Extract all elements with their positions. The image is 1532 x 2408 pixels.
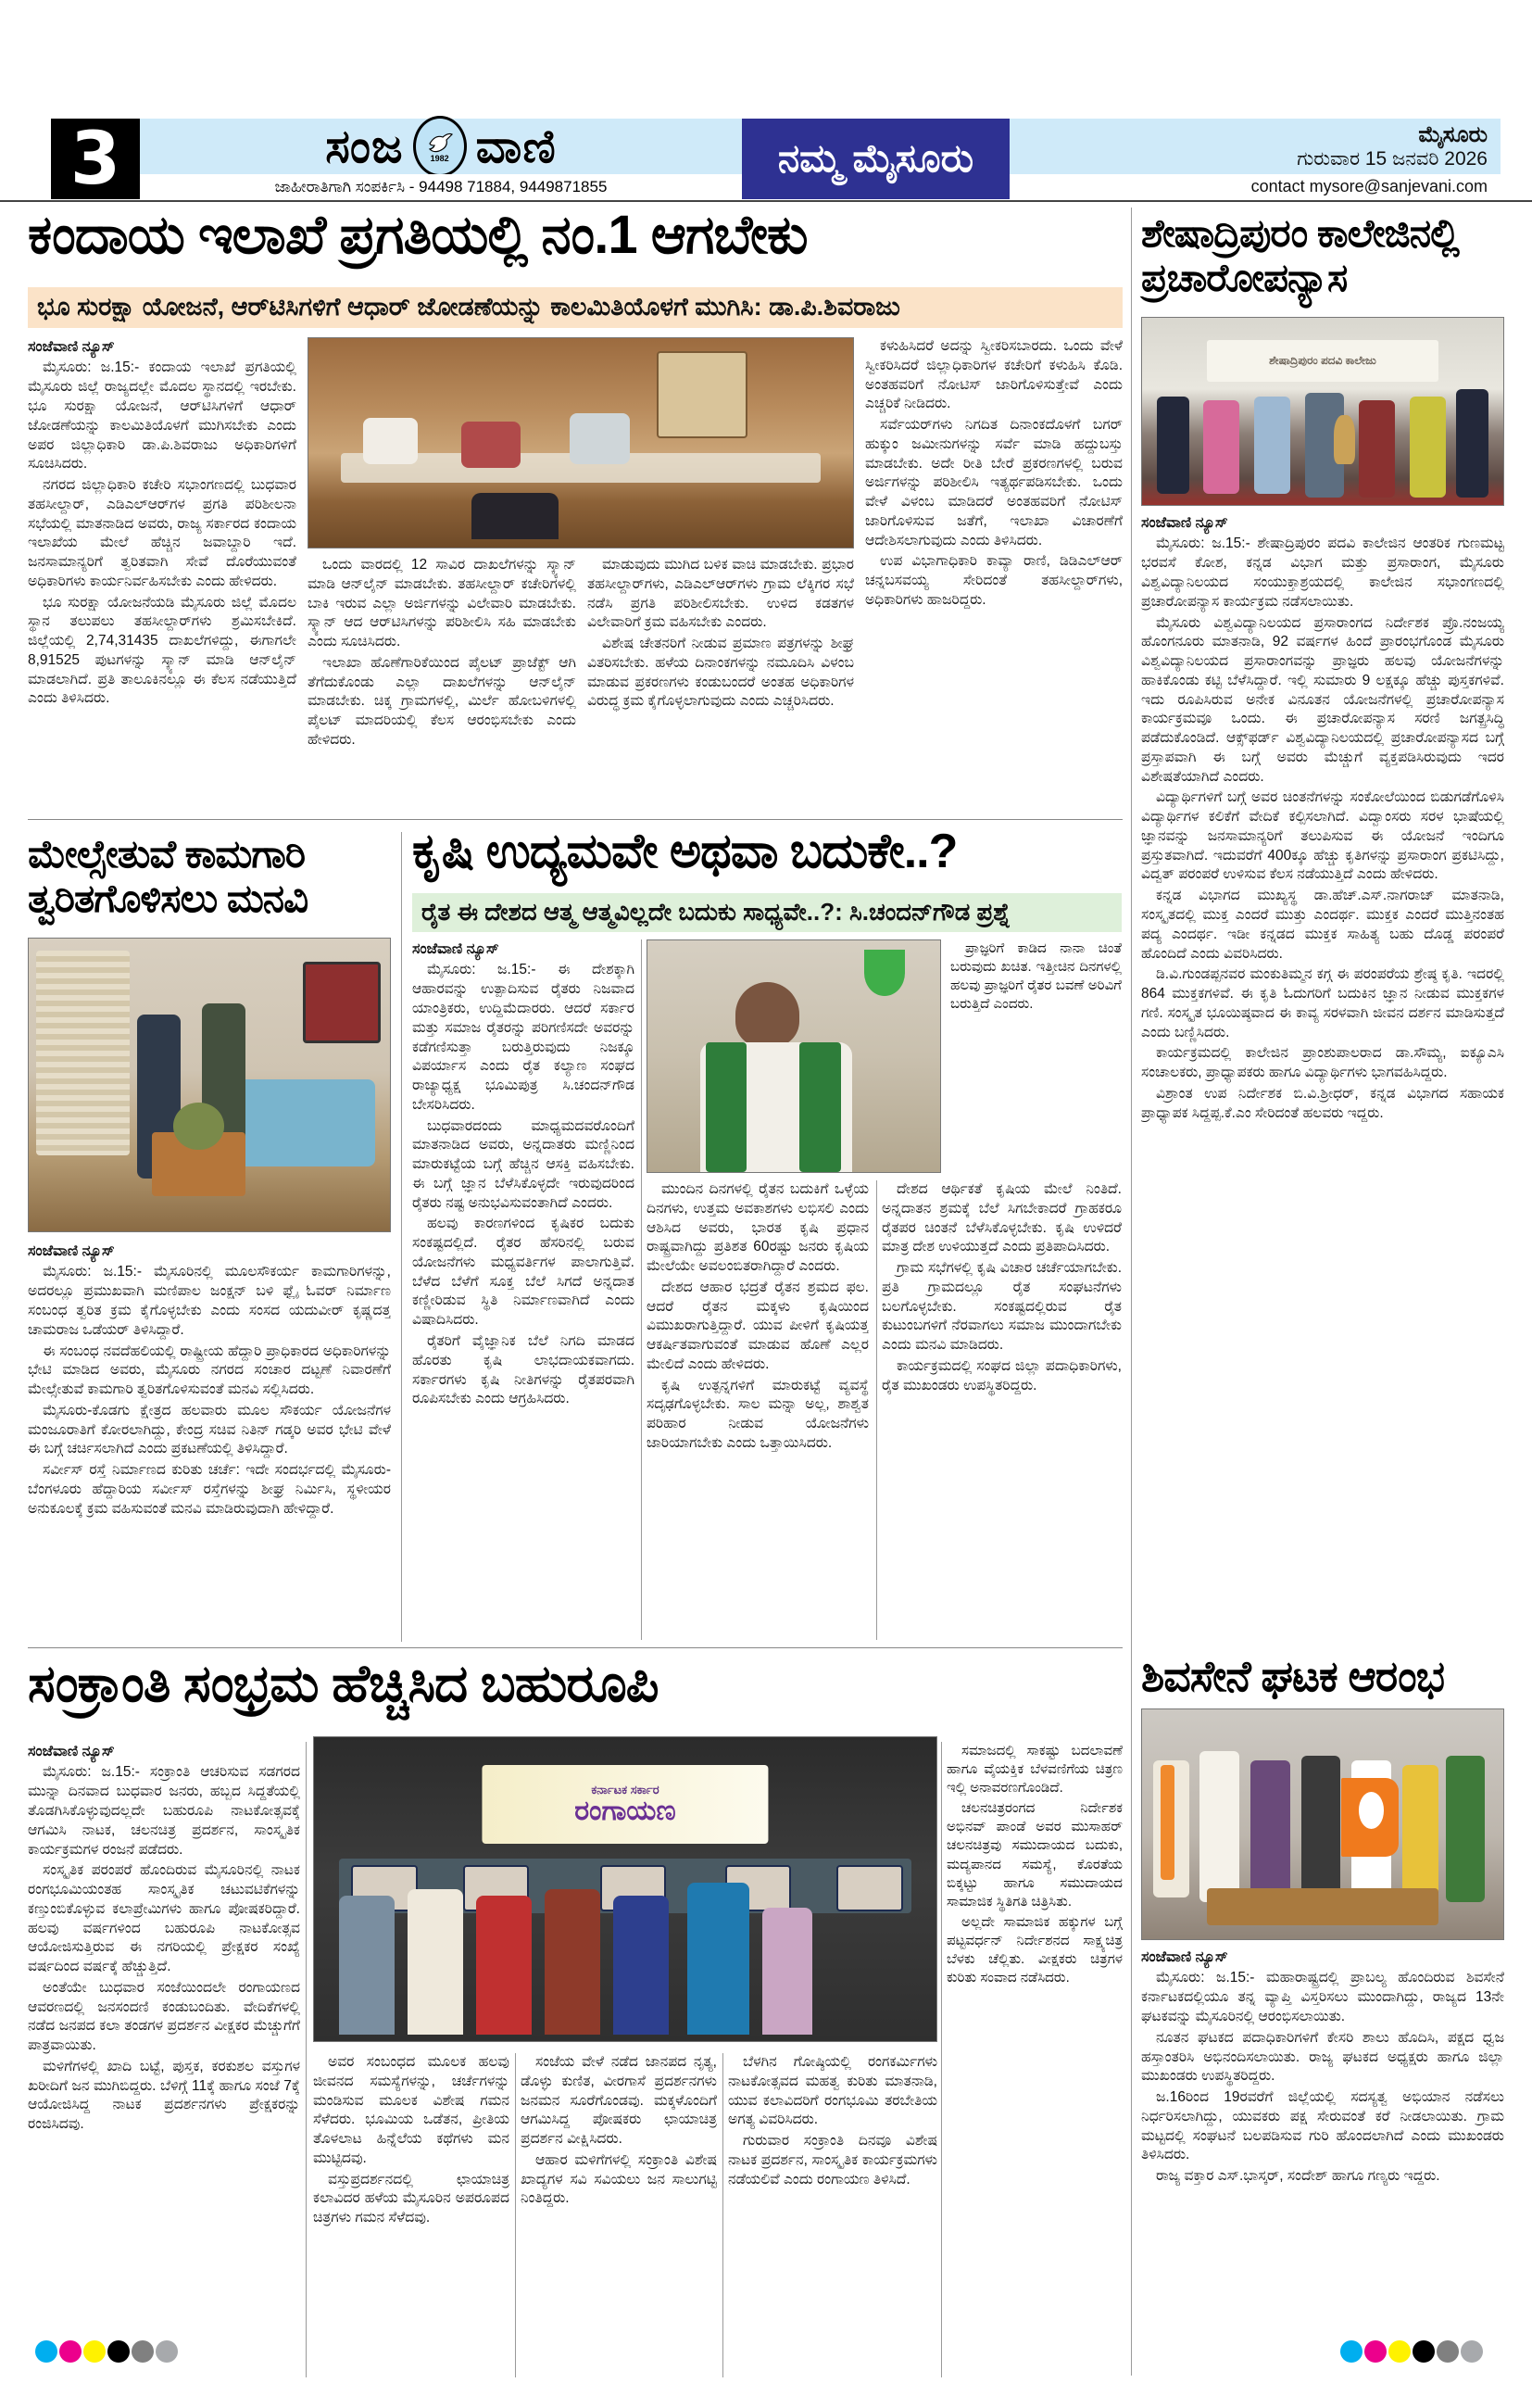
body-paragraph: ಬುಧವಾರದಂದು ಮಾಧ್ಯಮದವರೊಂದಿಗೆ ಮಾತನಾಡಿದ ಅವರು, ಅನ್ನದಾತರು ಮಣ್ಣಿನಿಂದ ಮಾರುಕಟ್ಟೆಯ ಬಗ್ಗೆ ಹೆಚ್ಚಿನ ಆಸಕ್ತಿ ವಹಿಸಬೇಕು. ಈ ಬಗ್ಗೆ ಜ್ಞಾನ ಬೆಳೆಸಿಕೊಳ್ಳದೇ ಇರುವುದರಿಂದ ರೈತರು ನಷ್ಟ ಅನುಭವಿಸುವಂತಾಗಿದೆ ಎಂದರು.	[412, 1117, 634, 1211]
mp-meeting-photo	[28, 938, 391, 1232]
photo-green-shawl	[799, 1042, 840, 1172]
body-paragraph: ರಾಜ್ಯ ವಕ್ತಾರ ಎಸ್.ಭಾಸ್ಕರ್, ಸಂದೇಶ್ ಹಾಗೂ ಗಣ್ಯರು ಇದ್ದರು.	[1156, 2168, 1440, 2185]
photo-flag-emblem	[1359, 1792, 1384, 1829]
photo-visitor	[687, 1883, 749, 2035]
body-paragraph: ಸರ್ವೆಯರ್‌ಗಳು ನಿಗದಿತ ದಿನಾಂಕದೊಳಗೆ ಬಗರ್ ಹುಕ್ಕುಂ ಜಮೀನುಗಳನ್ನು ಸರ್ವೆ ಮಾಡಿ ಹದ್ದುಬಸ್ತು ಮಾಡಬೇಕು. ಅದೇ ರೀತಿ ಬೇರೆ ಪ್ರಕರಣಗಳಲ್ಲಿ ಬರುವ ಅರ್ಜಿಗಳನ್ನು ಪರಿಶೀಲಿಸಿ ಇತ್ಯರ್ಥಪಡಿಸಬೇಕು. ಒಂದು ವೇಳೆ ವಿಳಂಬ ಮಾಡಿದರೆ ಅಂತಹವರಿಗೆ ನೋಟಿಸ್ ಜಾರಿಗೊಳಿಸುವ ಜತೆಗೆ, ಇಲಾಖಾ ವಿಚಾರಣೆಗೆ ಆದೇಶಿಸಲಾಗುವುದು ಎಂದು ತಿಳಿಸಿದರು.	[865, 417, 1123, 548]
body-paragraph: ವಿಶ್ರಾಂತ ಉಪ ನಿರ್ದೇಶಕ ಬಿ.ವಿ.ಶ್ರೀಧರ್, ಕನ್ನಡ ವಿಭಾಗದ ಸಹಾಯಕ ಪ್ರಾಧ್ಯಾಪಕ ಸಿದ್ದಪ್ಪ.ಕೆ.ಎಂ ಸೇರಿದಂತೆ ಹಲವರು ಇದ್ದರು.	[1141, 1085, 1504, 1121]
headline-line: ಪ್ರಚಾರೋಪನ್ಯಾಸ	[1141, 256, 1348, 300]
sankranti-colB2	[521, 2053, 717, 2377]
print-registration-dots-right	[1340, 2340, 1483, 2363]
photo-banner: ಶೇಷಾದ್ರಿಪುರಂ ಪದವಿ ಕಾಲೇಜು	[1207, 340, 1438, 381]
revenue-subhead: ಭೂ ಸುರಕ್ಷಾ ಯೋಜನೆ, ಆರ್‌ಟಿಸಿಗಳಿಗೆ ಆಧಾರ್ ಜೋಡಣೆಯನ್ನು ಕಾಲಮಿತಿಯೊಳಗೆ ಮುಗಿಸಿ: ಡಾ.ಪಿ.ಶಿವರಾಜು	[28, 287, 1123, 328]
photo-visitor	[545, 1889, 600, 2035]
body-paragraph: ಕನ್ನಡ ವಿಭಾಗದ ಮುಖ್ಯಸ್ಥ ಡಾ.ಹೆಚ್.ಎಸ್.ನಾಗರಾಜ್ ಮಾತನಾಡಿ, ಸಂಸ್ಕೃತದಲ್ಲಿ ಮುಕ್ತ ಎಂದರೆ ಮುತ್ತು ಎಂದರ್ಥ. ಮುಕ್ತಕ ಎಂದರೆ ಮುತ್ತಿನಂತಹ ಪದ್ಯ ಎಂದರ್ಥ. ಇಡೀ ಕನ್ನಡದ ಮುಕ್ತಕ ಸಾಹಿತ್ಯ ಬಹು ದೊಡ್ಡ ಪರಂಪರೆ ಹೊಂದಿದೆ ಎಂದು ವಿವರಿಸಿದರು.	[1141, 888, 1504, 962]
agriculture-colA	[412, 939, 634, 1640]
section-banner: ನಮ್ಮ ಮೈಸೂರು	[742, 119, 1010, 199]
body-paragraph: ಕಾರ್ಯಕ್ರಮದಲ್ಲಿ ಸಂಘದ ಜಿಲ್ಲಾ ಪದಾಧಿಕಾರಿಗಳು, ರೈತ ಮುಖಂಡರು ಉಪಸ್ಥಿತರಿದ್ದರು.	[882, 1357, 1122, 1393]
body-paragraph: ವಿದ್ಯಾರ್ಥಿಗಳಿಗೆ ಬಗ್ಗೆ ಅವರ ಚಿಂತನೆಗಳನ್ನು ಸಂಕೋಲೆಯಿಂದ ಬಿಡುಗಡೆಗೊಳಿಸಿ ವಿದ್ಯಾರ್ಥಿಗಳ ಕಲಿಕೆಗೆ ವೇದಿಕೆ ಕಲ್ಪಿಸಲಾಗಿದೆ. ವಿದ್ವಾಂಸರು ಸರಳ ಭಾಷೆಯಲ್ಲಿ ಜ್ಞಾನವನ್ನು ಜನಸಾಮಾನ್ಯರಿಗೆ ತಲುಪಿಸುವ ಈ ಯೋಜನೆ ಇಂದಿಗೂ ಪ್ರಸ್ತುತವಾಗಿದೆ. ಇದುವರೆಗೆ 400ಕ್ಕೂ ಹೆಚ್ಚು ಕೃತಿಗಳನ್ನು ಪ್ರಸಾರಾಂಗ ಪ್ರಕಟಿಸಿದ್ದು, ವಿದ್ವತ್ ಪರಂಪರೆ ಉಳಿಸುವ ಕೆಲಸ ನಡೆಯುತ್ತಿದೆ ಎಂದು ಹೇಳಿದರು.	[1141, 789, 1504, 883]
photo-face	[735, 982, 800, 1047]
column-divider	[722, 2053, 723, 2377]
body-paragraph: ಸಂಜೆಯ ವೇಳೆ ನಡೆದ ಜಾನಪದ ನೃತ್ಯ, ಡೊಳ್ಳು ಕುಣಿತ, ವೀರಗಾಸೆ ಪ್ರದರ್ಶನಗಳು ಜನಮನ ಸೂರೆಗೊಂಡವು. ಮಕ್ಕಳೊಂದಿಗೆ ಆಗಮಿಸಿದ್ದ ಪೋಷಕರು ಛಾಯಾಚಿತ್ರ ಪ್ರದರ್ಶನ ವೀಕ್ಷಿಸಿದರು.	[521, 2054, 717, 2148]
body-paragraph: ಸಮಾಜದಲ್ಲಿ ಸಾಕಷ್ಟು ಬದಲಾವಣೆ ಹಾಗೂ ವೈಯಕ್ತಿಕ ಬೆಳವಣಿಗೆಯ ಚಿತ್ರಣ ಇಲ್ಲಿ ಅನಾವರಣಗೊಂಡಿದೆ.	[947, 1743, 1123, 1797]
seshadripuram-body	[1141, 513, 1504, 1647]
body-paragraph: ಸರ್ವೀಸ್ ರಸ್ತೆ ನಿರ್ಮಾಣದ ಕುರಿತು ಚರ್ಚೆ: ಇದೇ ಸಂದರ್ಭದಲ್ಲಿ ಮೈಸೂರು-ಬೆಂಗಳೂರು ಹೆದ್ದಾರಿಯ ಸರ್ವೀಸ್ ರಸ್ತೆಗಳನ್ನು ಶೀಘ್ರ ನಿರ್ಮಿಸಿ, ಸ್ಥಳೀಯರ ಅನುಕೂಲಕ್ಕೆ ಕ್ರಮ ವಹಿಸುವಂತೆ ಮನವಿ ಮಾಡಿರುವುದಾಗಿ ಹೇಳಿದ್ದಾರೆ.	[28, 1462, 391, 1517]
photo-person-saree	[1402, 1765, 1438, 1903]
body-paragraph: ಅವರ ಸಂಬಂಧದ ಮೂಲಕ ಹಲವು ಜೀವನದ ಸಮಸ್ಯೆಗಳನ್ನು, ಚರ್ಚೆಗಳನ್ನು ಮಂಡಿಸುವ ಮೂಲಕ ವಿಶೇಷ ಗಮನ ಸೆಳೆದರು. ಭೂಮಿಯ ಒಡೆತನ, ಪ್ರೀತಿಯ ತೊಳಲಾಟ ಹಿನ್ನೆಲೆಯ ಕಥೆಗಳು ಮನ ಮುಟ್ಟಿದವು.	[313, 2054, 509, 2166]
headline-line: ಮೇಲ್ಸೇತುವೆ ಕಾಮಗಾರಿ	[28, 832, 306, 876]
body-paragraph: ಕಳುಹಿಸಿದರೆ ಅದನ್ನು ಸ್ವೀಕರಿಸಬಾರದು. ಒಂದು ವೇಳೆ ಸ್ವೀಕರಿಸಿದರೆ ಜಿಲ್ಲಾಧಿಕಾರಿಗಳ ಕಚೇರಿಗೆ ಕಳುಹಿಸಿ ಕೊಡಿ. ಅಂತಹವರಿಗೆ ನೋಟಿಸ್ ಜಾರಿಗೊಳಿಸುತ್ತೇವೆ ಎಂದು ಎಚ್ಚರಿಕೆ ನೀಡಿದರು.	[865, 338, 1123, 412]
body-paragraph: ಇಲಾಖಾ ಹೊಣೆಗಾರಿಕೆಯಿಂದ ಪೈಲಟ್ ಪ್ರಾಜೆಕ್ಟ್ ಆಗಿ ತೆಗೆದುಕೊಂಡು ಎಲ್ಲಾ ದಾಖಲೆಗಳನ್ನು ಆನ್‌ಲೈನ್ ಮಾಡಬೇಕು. ಚಿಕ್ಕ ಗ್ರಾಮಗಳಲ್ಲಿ, ಮಿರ್ಲೆ ಹೋಬಳಿಗಳಲ್ಲಿ ಪೈಲಟ್ ಮಾದರಿಯಲ್ಲಿ ಕೆಲಸ ಆರಂಭಿಸಬೇಕು ಎಂದು ಹೇಳಿದರು.	[308, 654, 576, 748]
review-meeting-photo	[308, 337, 854, 548]
body-paragraph: ಕಾರ್ಯಕ್ರಮದಲ್ಲಿ ಕಾಲೇಜಿನ ಪ್ರಾಂಶುಪಾಲರಾದ ಡಾ.ಸೌಮ್ಯ, ಐಕ್ಯೂಎಸಿ ಸಂಚಾಲಕರು, ಪ್ರಾಧ್ಯಾಪಕರು ಹಾಗೂ ವಿದ್ಯಾರ್ಥಿಗಳು ಭಾಗವಹಿಸಿದ್ದರು.	[1141, 1045, 1504, 1081]
body-paragraph: ನೂತನ ಘಟಕದ ಪದಾಧಿಕಾರಿಗಳಿಗೆ ಕೇಸರಿ ಶಾಲು ಹೊದಿಸಿ, ಪಕ್ಷದ ಧ್ವಜ ಹಸ್ತಾಂತರಿಸಿ ಅಭಿನಂದಿಸಲಾಯಿತು. ರಾಜ್ಯ ಘಟಕದ ಅಧ್ಯಕ್ಷರು ಹಾಗೂ ಜಿಲ್ಲಾ ಮುಖಂಡರು ಉಪಸ್ಥಿತರಿದ್ದರು.	[1141, 2029, 1504, 2085]
chandan-gowda-photo	[647, 939, 941, 1173]
bahuroopi-exhibition-photo	[313, 1736, 937, 2042]
yellow-dot	[1388, 2340, 1411, 2363]
magenta-dot	[1364, 2340, 1387, 2363]
photo-person	[461, 422, 521, 468]
dove-icon	[426, 131, 454, 155]
magenta-dot	[59, 2340, 82, 2363]
body-paragraph: ಮೈಸೂರು: ಜ.15:- ಮೈಸೂರಿನಲ್ಲಿ ಮೂಲಸೌಕರ್ಯ ಕಾಮಗಾರಿಗಳನ್ನು, ಅದರಲ್ಲೂ ಪ್ರಮುಖವಾಗಿ ಮಣಿಪಾಲ ಜಂಕ್ಷನ್ ಬಳಿ ಫ್ಲೈ ಓವರ್ ನಿರ್ಮಾಣ ಸಂಬಂಧ ತ್ವರಿತ ಕ್ರಮ ಕೈಗೊಳ್ಳಬೇಕು ಎಂದು ಸಂಸದ ಯದುವೀರ್ ಕೃಷ್ಣದತ್ತ ಚಾಮರಾಜ ಒಡೆಯರ್ ತಿಳಿಸಿದ್ದಾರೆ.	[28, 1264, 391, 1338]
seshadripuram-event-photo	[1141, 317, 1504, 506]
photo-flower-vase	[173, 1103, 224, 1150]
gray-dot	[1437, 2340, 1459, 2363]
revenue-col4	[865, 337, 1123, 813]
body-paragraph: ಮಾಡುವುದು ಮುಗಿದ ಬಳಿಕ ವಾಚಿ ಮಾಡಬೇಕು. ಪ್ರಭಾರ ತಹಸೀಲ್ದಾರ್‌ಗಳು, ಎಡಿಎಲ್‌ಆರ್‌ಗಳು ಗ್ರಾಮ ಲೆಕ್ಕಿಗರ ಸಭೆ ನಡೆಸಿ ಪ್ರಗತಿ ಪರಿಶೀಲಿಸಬೇಕು. ಉಳಿದ ಕಡತಗಳ ವಿಲೇವಾರಿಗೆ ಕ್ರಮ ವಹಿಸಬೇಕು ಎಂದರು.	[587, 557, 854, 631]
logo-year: 1982	[430, 153, 449, 163]
body-paragraph: ಆಹಾರ ಮಳಿಗೆಗಳಲ್ಲಿ ಸಂಕ್ರಾಂತಿ ವಿಶೇಷ ಖಾದ್ಯಗಳ ಸವಿ ಸವಿಯಲು ಜನ ಸಾಲುಗಟ್ಟಿ ನಿಂತಿದ್ದರು.	[521, 2151, 717, 2207]
photo-green-shawl	[706, 1042, 747, 1172]
photo-window-blind	[36, 951, 130, 1155]
byline: ಸಂಜೆವಾಣಿ ನ್ಯೂಸ್	[412, 941, 499, 957]
body-paragraph: ಬೆಳಗಿನ ಗೋಷ್ಠಿಯಲ್ಲಿ ರಂಗಕರ್ಮಿಗಳು ನಾಟಕೋತ್ಸವದ ಮಹತ್ವ ಕುರಿತು ಮಾತನಾಡಿ, ಯುವ ಕಲಾವಿದರಿಗೆ ರಂಗಭೂಮಿ ತರಬೇತಿಯ ಅಗತ್ಯ ವಿವರಿಸಿದರು.	[728, 2054, 937, 2128]
photo-table	[1207, 1888, 1438, 1925]
revenue-col1	[28, 337, 296, 813]
photo-person	[1254, 397, 1290, 494]
photo-saffron-scarf	[1161, 1765, 1175, 1880]
photo-visitor	[476, 1896, 532, 2036]
sankranti-colB1	[313, 2053, 509, 2377]
photo-person-foreground	[471, 493, 559, 539]
byline: ಸಂಜೆವಾಣಿ ನ್ಯೂಸ್	[28, 1243, 115, 1259]
body-paragraph: ಸಂಸ್ಕೃತಿಕ ಪರಂಪರೆ ಹೊಂದಿರುವ ಮೈಸೂರಿನಲ್ಲಿ ನಾಟಕ ರಂಗಭೂಮಿಯಂತಹ ಸಾಂಸ್ಕೃತಿಕ ಚಟುವಟಿಕೆಗಳನ್ನು ಕಣ್ತುಂಬಿಕೊಳ್ಳುವ ಕಲಾಪ್ರೇಮಿಗಳು ಹಾಗೂ ಪೋಷಕರಿದ್ದಾರೆ. ಹಲವು ವರ್ಷಗಳಿಂದ ಬಹುರೂಪಿ ನಾಟಕೋತ್ಸವ ಆಯೋಜಿಸುತ್ತಿರುವ ಈ ನಗರಿಯಲ್ಲಿ ಪ್ರೇಕ್ಷಕರ ಸಂಖ್ಯೆ ವರ್ಷದಿಂದ ವರ್ಷಕ್ಕೆ ಹೆಚ್ಚುತ್ತಿದೆ.	[28, 1862, 300, 1975]
yellow-dot	[83, 2340, 106, 2363]
body-paragraph: ವಿಶೇಷ ಚೇತನರಿಗೆ ನೀಡುವ ಪ್ರಮಾಣ ಪತ್ರಗಳನ್ನು ಶೀಘ್ರ ವಿತರಿಸಬೇಕು. ಹಳೆಯ ದಿನಾಂಕಗಳನ್ನು ನಮೂದಿಸಿ ವಿಳಂಬ ಮಾಡುವ ಪ್ರಕರಣಗಳು ಕಂಡುಬಂದರೆ ಅಂತಹ ಅಧಿಕಾರಿಗಳ ವಿರುದ್ಧ ಕ್ರಮ ಕೈಗೊಳ್ಳಲಾಗುವುದು ಎಂದು ಎಚ್ಚರಿಸಿದರು.	[587, 636, 854, 710]
body-paragraph: ಈ ಸಂಬಂಧ ನವದೆಹಲಿಯಲ್ಲಿ ರಾಷ್ಟ್ರೀಯ ಹೆದ್ದಾರಿ ಪ್ರಾಧಿಕಾರದ ಅಧಿಕಾರಿಗಳನ್ನು ಭೇಟಿ ಮಾಡಿದ ಅವರು, ಮೈಸೂರು ನಗರದ ಸಂಚಾರ ದಟ್ಟಣೆ ನಿವಾರಣೆಗೆ ಮೇಲ್ಸೇತುವೆ ಕಾಮಗಾರಿ ತ್ವರಿತಗೊಳಿಸುವಂತೆ ಮನವಿ ಸಲ್ಲಿಸಿದರು.	[28, 1343, 391, 1398]
photo-visitor	[613, 1896, 669, 2036]
photo-window	[657, 351, 747, 438]
column-divider	[641, 939, 642, 1640]
column-divider	[306, 1742, 307, 2377]
rangayana-signboard	[482, 1765, 768, 1844]
photo-visitor	[339, 1896, 395, 2036]
body-paragraph: ಪ್ರಾಜ್ಞರಿಗೆ ಕಾಡಿದ ನಾನಾ ಚಿಂತೆ ಬರುವುದು ಖಚಿತ. ಇತ್ತೀಚಿನ ದಿನಗಳಲ್ಲಿ ಹಲವು ಪ್ರಾಜ್ಞರಿಗೆ ರೈತರ ಬವಣೆ ಅರಿವಿಗೆ ಬರುತ್ತಿದೆ ಎಂದರು.	[950, 940, 1122, 1013]
body-paragraph: ಚಲನಚಿತ್ರರಂಗದ ನಿರ್ದೇಶಕ ಅಭಿನವ್ ಪಾಂಡೆ ಅವರ ಮುಸಾಹರ್ ಚಲನಚಿತ್ರವು ಸಮುದಾಯದ ಬದುಕು, ಮದ್ಯಪಾನದ ಸಮಸ್ಯೆ, ಕೊರತೆಯ ಬಿಕ್ಕಟ್ಟು ಹಾಗೂ ಸಮುದಾಯದ ಸಾಮಾಜಿಕ ಸ್ಥಿತಿಗತಿ ಚಿತ್ರಿಸಿತು.	[947, 1800, 1123, 1910]
sign-govt-line: ಕರ್ನಾಟಕ ಸರ್ಕಾರ	[591, 1783, 659, 1797]
edition-date: ಗುರುವಾರ 15 ಜನವರಿ 2026	[1297, 148, 1488, 170]
shivasena-headline: ಶಿವಸೇನೆ ಘಟಕ ಆರಂಭ	[1141, 1652, 1445, 1700]
photo-person	[1359, 400, 1395, 498]
body-paragraph: ದೇಶದ ಆಹಾರ ಭದ್ರತೆ ರೈತನ ಶ್ರಮದ ಫಲ. ಆದರೆ ರೈತನ ಮಕ್ಕಳು ಕೃಷಿಯಿಂದ ವಿಮುಖರಾಗುತ್ತಿದ್ದಾರೆ. ಯುವ ಪೀಳಿಗೆ ಕೃಷಿಯತ್ತ ಆಕರ್ಷಿತವಾಗುವಂತೆ ಮಾಡುವ ಹೊಣೆ ಎಲ್ಲರ ಮೇಲಿದೆ ಎಂದು ಹೇಳಿದರು.	[647, 1279, 869, 1372]
body-paragraph: ಅಂತೆಯೇ ಬುಧವಾರ ಸಂಜೆಯಿಂದಲೇ ರಂಗಾಯಣದ ಆವರಣದಲ್ಲಿ ಜನಸಂದಣಿ ಕಂಡುಬಂದಿತು. ವೇದಿಕೆಗಳಲ್ಲಿ ನಡೆದ ಜನಪದ ಕಲಾ ತಂಡಗಳ ಪ್ರದರ್ಶನ ವೀಕ್ಷಕರ ಮೆಚ್ಚುಗೆಗೆ ಪಾತ್ರವಾಯಿತು.	[28, 1979, 300, 2054]
body-paragraph: ರೈತರಿಗೆ ವೈಜ್ಞಾನಿಕ ಬೆಲೆ ನಿಗದಿ ಮಾಡದ ಹೊರತು ಕೃಷಿ ಲಾಭದಾಯಕವಾಗದು. ಸರ್ಕಾರಗಳು ಕೃಷಿ ನೀತಿಗಳನ್ನು ರೈತಪರವಾಗಿ ರೂಪಿಸಬೇಕು ಎಂದು ಆಗ್ರಹಿಸಿದರು.	[412, 1332, 634, 1407]
body-paragraph: ಗುರುವಾರ ಸಂಕ್ರಾಂತಿ ದಿನವೂ ವಿಶೇಷ ನಾಟಕ ಪ್ರದರ್ಶನ, ಸಾಂಸ್ಕೃತಿಕ ಕಾರ್ಯಕ್ರಮಗಳು ನಡೆಯಲಿವೆ ಎಂದು ರಂಗಾಯಣ ತಿಳಿಸಿದೆ.	[728, 2133, 937, 2187]
body-paragraph: ಜ.16ರಿಂದ 19ರವರೆಗೆ ಜಿಲ್ಲೆಯಲ್ಲಿ ಸದಸ್ಯತ್ವ ಅಭಿಯಾನ ನಡೆಸಲು ನಿರ್ಧರಿಸಲಾಗಿದ್ದು, ಯುವಕರು ಪಕ್ಷ ಸೇರುವಂತೆ ಕರೆ ನೀಡಲಾಯಿತು. ಗ್ರಾಮ ಮಟ್ಟದಲ್ಲಿ ಸಂಘಟನೆ ಬಲಪಡಿಸುವ ಗುರಿ ಹೊಂದಲಾಗಿದೆ ಎಂದು ಮುಖಂಡರು ತಿಳಿಸಿದರು.	[1141, 2089, 1504, 2163]
lightgray-dot	[1461, 2340, 1483, 2363]
body-paragraph: ಡಿ.ವಿ.ಗುಂಡಪ್ಪನವರ ಮಂಕುತಿಮ್ಮನ ಕಗ್ಗ ಈ ಪರಂಪರೆಯ ಶ್ರೇಷ್ಠ ಕೃತಿ. ಇದರಲ್ಲಿ 864 ಮುಕ್ತಕಗಳಿವೆ. ಈ ಕೃತಿ ಓದುಗರಿಗೆ ಬದುಕಿನ ಜ್ಞಾನ ನೀಡುವ ಮುಕ್ತಕಗಳ ಗಣಿ. ಸಂಸ್ಕೃತ ಭೂಯಿಷ್ಠವಾದ ಈ ಕಾವ್ಯ ಸರಳವಾಗಿ ಜೀವನ ದರ್ಶನ ಮಾಡಿಸುತ್ತದೆ ಎಂದು ಬಣ್ಣಿಸಿದರು.	[1141, 966, 1504, 1040]
column-divider	[941, 1742, 942, 2377]
agriculture-colC-top	[950, 939, 1122, 1173]
revenue-headline: ಕಂದಾಯ ಇಲಾಖೆ ಪ್ರಗತಿಯಲ್ಲಿ ನಂ.1 ಆಗಬೇಕು	[28, 205, 808, 265]
photo-visitor	[762, 1908, 812, 2036]
photo-person	[1203, 400, 1239, 494]
sign-rangayana: ರಂಗಾಯಣ	[574, 1796, 676, 1827]
byline: ಸಂಜೆವಾಣಿ ನ್ಯೂಸ್	[28, 1744, 115, 1759]
column-divider	[515, 2053, 516, 2377]
body-paragraph: ಮೈಸೂರು: ಜ.15:- ಕಂದಾಯ ಇಲಾಖೆ ಪ್ರಗತಿಯಲ್ಲಿ ಮೈಸೂರು ಜಿಲ್ಲೆ ರಾಜ್ಯದಲ್ಲೇ ಮೊದಲ ಸ್ಥಾನದಲ್ಲಿ ಇರಬೇಕು. ಭೂ ಸುರಕ್ಷಾ ಯೋಜನೆ, ಆರ್‌ಟಿಸಿಗಳಿಗೆ ಆಧಾರ್ ಜೋಡಣೆಯನ್ನು ಕಾಲಮಿತಿಯೊಳಗೆ ಮುಗಿಸಬೇಕು ಎಂದು ಅಪರ ಜಿಲ್ಲಾಧಿಕಾರಿ ಡಾ.ಪಿ.ಶಿವರಾಜು ಅಧಿಕಾರಿಗಳಿಗೆ ಸೂಚಿಸಿದರು.	[28, 359, 296, 473]
edition-city: ಮೈಸೂರು	[1418, 122, 1488, 147]
contact-email: contact mysore@sanjevani.com	[1010, 174, 1501, 199]
byline: ಸಂಜೆವಾಣಿ ನ್ಯೂಸ್	[1141, 1949, 1228, 1965]
body-paragraph: ಮೈಸೂರು ವಿಶ್ವವಿದ್ಯಾನಿಲಯದ ಪ್ರಸಾರಾಂಗದ ನಿರ್ದೇಶಕ ಪ್ರೊ.ನಂಜಯ್ಯ ಹೊಂಗನೂರು ಮಾತನಾಡಿ, 92 ವರ್ಷಗಳ ಹಿಂದೆ ಪ್ರಾರಂಭಗೊಂಡ ಮೈಸೂರು ವಿಶ್ವವಿದ್ಯಾನಿಲಯದ ಪ್ರಸಾರಾಂಗವನ್ನು ಪ್ರಾಜ್ಞರು ಹಲವು ಯೋಜನೆಗಳನ್ನು ಹಾಕಿಕೊಂಡು ಕಟ್ಟಿ ಬೆಳೆಸಿದ್ದಾರೆ. ಇಲ್ಲಿ ಸುಮಾರು 9 ಲಕ್ಷಕ್ಕೂ ಹೆಚ್ಚು ಪುಸ್ತಕಗಳಿವೆ. ಇದು ರೂಪಿಸಿರುವ ಅನೇಕ ವಿನೂತನ ಯೋಜನೆಗಳಲ್ಲಿ ಪ್ರಚಾರೋಪನ್ಯಾಸ ಕಾರ್ಯಕ್ರಮವೂ ಒಂದು. ಈ ಪ್ರಚಾರೋಪನ್ಯಾಸ ಸರಣಿ ಜಗತ್ಪ್ರಸಿದ್ಧಿ ಪಡೆದುಕೊಂಡಿದೆ. ಆಕ್ಸ್‌ಫರ್ಡ್ ವಿಶ್ವವಿದ್ಯಾನಿಲಯದಲ್ಲಿ ಪ್ರಚಾರೋಪನ್ಯಾಸದ ಬಗ್ಗೆ ಪ್ರಸ್ತಾಪವಾಗಿ ಈ ಬಗ್ಗೆ ಅವರು ಮೆಚ್ಚುಗೆ ವ್ಯಕ್ತಪಡಿಸಿರುವುದು ಇದರ ವಿಶೇಷತೆಯಾಗಿದೆ ಎಂದರು.	[1141, 614, 1504, 785]
column-divider	[876, 1180, 877, 1640]
body-paragraph: ಮೈಸೂರು: ಜ.15:- ಶೇಷಾದ್ರಿಪುರಂ ಪದವಿ ಕಾಲೇಜಿನ ಆಂತರಿಕ ಗುಣಮಟ್ಟ ಭರವಸೆ ಕೋಶ, ಕನ್ನಡ ವಿಭಾಗ ಮತ್ತು ಪ್ರಸಾರಾಂಗ, ಮೈಸೂರು ವಿಶ್ವವಿದ್ಯಾನಿಲಯದ ಸಂಯುಕ್ತಾಶ್ರಯದಲ್ಲಿ ಕಾಲೇಜಿನ ಸಭಾಂಗಣದಲ್ಲಿ ಪ್ರಚಾರೋಪನ್ಯಾಸ ಕಾರ್ಯಕ್ರಮ ನಡೆಸಲಾಯಿತು.	[1141, 536, 1504, 610]
photo-person	[570, 413, 630, 463]
body-paragraph: ಉಪ ವಿಭಾಗಾಧಿಕಾರಿ ಕಾವ್ಯಾ ರಾಣಿ, ಡಿಡಿಎಲ್‌ಆರ್ ಚನ್ನಬಸವಯ್ಯ ಸೇರಿದಂತೆ ತಹಸೀಲ್ದಾರ್‌ಗಳು, ಅಧಿಕಾರಿಗಳು ಹಾಜರಿದ್ದರು.	[865, 553, 1123, 608]
photo-sofa	[238, 1079, 375, 1167]
photo-person	[1301, 1756, 1341, 1903]
column-divider	[401, 832, 402, 1642]
byline: ಸಂಜೆವಾಣಿ ನ್ಯೂಸ್	[1141, 515, 1228, 531]
photo-framed-picture	[836, 1865, 902, 1911]
body-paragraph: ಮಳಿಗೆಗಳಲ್ಲಿ ಖಾದಿ ಬಟ್ಟೆ, ಪುಸ್ತಕ, ಕರಕುಶಲ ವಸ್ತುಗಳ ಖರೀದಿಗೆ ಜನ ಮುಗಿಬಿದ್ದರು. ಬೆಳಿಗ್ಗೆ 11ಕ್ಕೆ ಹಾಗೂ ಸಂಜೆ 7ಕ್ಕೆ ಆಯೋಜಿಸಿದ್ದ ನಾಟಕ ಪ್ರದರ್ಶನಗಳು ಪ್ರೇಕ್ಷಕರನ್ನು ರಂಜಿಸಿದವು.	[28, 2058, 300, 2133]
photo-person	[1250, 1760, 1290, 1903]
section-rule	[28, 1647, 1123, 1648]
body-paragraph: ಗ್ರಾಮ ಸಭೆಗಳಲ್ಲಿ ಕೃಷಿ ವಿಚಾರ ಚರ್ಚೆಯಾಗಬೇಕು. ಪ್ರತಿ ಗ್ರಾಮದಲ್ಲೂ ರೈತ ಸಂಘಟನೆಗಳು ಬಲಗೊಳ್ಳಬೇಕು. ಸಂಕಷ್ಟದಲ್ಲಿರುವ ರೈತ ಕುಟುಂಬಗಳಿಗೆ ನೆರವಾಗಲು ಸಮಾಜ ಮುಂದಾಗಬೇಕು ಎಂದು ಮನವಿ ಮಾಡಿದರು.	[882, 1260, 1122, 1354]
section-rule	[28, 819, 1123, 820]
print-registration-dots-left	[35, 2340, 178, 2363]
sankranti-right-col	[947, 1742, 1123, 2377]
photo-person	[1410, 397, 1446, 498]
shivasena-photo	[1141, 1708, 1504, 1940]
byline: ಸಂಜೆವಾಣಿ ನ್ಯೂಸ್	[28, 339, 115, 355]
body-paragraph: ಒಂದು ವಾರದಲ್ಲಿ 12 ಸಾವಿರ ದಾಖಲೆಗಳನ್ನು ಸ್ಕ್ಯಾನ್ ಮಾಡಿ ಆನ್‌ಲೈನ್ ಮಾಡಬೇಕು. ತಹಸೀಲ್ದಾರ್ ಕಚೇರಿಗಳಲ್ಲಿ ಬಾಕಿ ಇರುವ ಎಲ್ಲಾ ಅರ್ಜಿಗಳನ್ನು ವಿಲೇವಾರಿ ಮಾಡಬೇಕು. ಸ್ಕ್ಯಾನ್ ಆದ ಆರ್‌ಟಿಸಿಗಳನ್ನು ಪರಿಶೀಲಿಸಿ ಸಹಿ ಮಾಡಬೇಕು ಎಂದು ಸೂಚಿಸಿದರು.	[308, 557, 576, 650]
rail-divider	[1131, 208, 1132, 2376]
photo-bust	[1334, 415, 1355, 464]
dove-logo-icon	[413, 116, 467, 177]
photo-person	[1456, 389, 1488, 498]
flyover-headline	[28, 832, 391, 922]
body-paragraph: ಹಲವು ಕಾರಣಗಳಿಂದ ಕೃಷಿಕರ ಬದುಕು ಸಂಕಷ್ಟದಲ್ಲಿದೆ. ರೈತರ ಹೆಸರಿನಲ್ಲಿ ಬರುವ ಯೋಜನೆಗಳು ಮಧ್ಯವರ್ತಿಗಳ ಪಾಲಾಗುತ್ತಿವೆ. ಬೆಳೆದ ಬೆಳೆಗೆ ಸೂಕ್ತ ಬೆಲೆ ಸಿಗದೆ ಅನ್ನದಾತ ಕಣ್ಣೀರಿಡುವ ಸ್ಥಿತಿ ನಿರ್ಮಾಣವಾಗಿದೆ ಎಂದು ವಿಷಾದಿಸಿದರು.	[412, 1216, 634, 1329]
body-paragraph: ಮೈಸೂರು: ಜ.15:- ಈ ದೇಶಕ್ಕಾಗಿ ಆಹಾರವನ್ನು ಉತ್ಪಾದಿಸುವ ರೈತರು ನಿಜವಾದ ಯಾಂತ್ರಿಕರು, ಉದ್ದಿಮೆದಾರರು. ಆದರೆ ಸರ್ಕಾರ ಮತ್ತು ಸಮಾಜ ರೈತರನ್ನು ಪರಿಗಣಿಸದೇ ಅವರನ್ನು ಕಡೆಗಣಿಸುತ್ತಾ ಬರುತ್ತಿರುವುದು ನಿಜಕ್ಕೂ ವಿಪರ್ಯಾಸ ಎಂದು ರೈತ ಕಲ್ಯಾಣ ಸಂಘದ ರಾಜ್ಯಾಧ್ಯಕ್ಷ ಭೂಮಿಪುತ್ರ ಸಿ.ಚಂದನ್‌ಗೌಡ ಬೇಸರಿಸಿದರು.	[412, 962, 634, 1113]
masthead-title-right: ವಾಣಿ	[475, 120, 557, 172]
photo-person	[1446, 1756, 1486, 1903]
gray-dot	[132, 2340, 154, 2363]
revenue-col3	[587, 556, 854, 813]
black-dot	[1413, 2340, 1435, 2363]
edition-date-block	[1010, 119, 1501, 174]
agriculture-subhead: ರೈತ ಈ ದೇಶದ ಆತ್ಮ ಆತ್ಮವಿಲ್ಲದೇ ಬದುಕು ಸಾಧ್ಯವೇ..?: ಸಿ.ಚಂದನ್‌ಗೌಡ ಪ್ರಶ್ನೆ	[412, 893, 1122, 932]
flyover-body	[28, 1242, 391, 1640]
photo-person	[363, 418, 418, 464]
photo-person	[1157, 397, 1189, 494]
body-paragraph: ಕೃಷಿ ಉತ್ಪನ್ನಗಳಿಗೆ ಮಾರುಕಟ್ಟೆ ವ್ಯವಸ್ಥೆ ಸದೃಢಗೊಳ್ಳಬೇಕು. ಸಾಲ ಮನ್ನಾ ಅಲ್ಲ, ಶಾಶ್ವತ ಪರಿಹಾರ ನೀಡುವ ಯೋಜನೆಗಳು ಜಾರಿಯಾಗಬೇಕು ಎಂದು ಒತ್ತಾಯಿಸಿದರು.	[647, 1377, 869, 1451]
cyan-dot	[1340, 2340, 1362, 2363]
advert-contact-line: ಜಾಹೀರಾತಿಗಾಗಿ ಸಂಪರ್ಕಿಸಿ - 94498 71884, 9449871855	[140, 174, 742, 199]
body-paragraph: ಮೈಸೂರು-ಕೊಡಗು ಕ್ಷೇತ್ರದ ಹಲವಾರು ಮೂಲ ಸೌಕರ್ಯ ಯೋಜನೆಗಳ ಮಂಜೂರಾತಿಗೆ ಕೋರಲಾಗಿದ್ದು, ಕೇಂದ್ರ ಸಚಿವ ನಿತಿನ್ ಗಡ್ಕರಿ ಅವರ ಭೇಟಿ ವೇಳೆ ಈ ಬಗ್ಗೆ ಚರ್ಚಿಸಲಾಗಿದೆ ಎಂದು ಪ್ರಕಟಣೆಯಲ್ಲಿ ತಿಳಿಸಿದ್ದಾರೆ.	[28, 1402, 391, 1457]
black-dot	[107, 2340, 130, 2363]
photo-wall-art	[303, 962, 381, 1043]
agriculture-colB	[647, 1180, 869, 1640]
agriculture-headline: ಕೃಷಿ ಉದ್ಯಮವೇ ಅಥವಾ ಬದುಕೇ..?	[412, 825, 958, 878]
body-paragraph: ಭೂ ಸುರಕ್ಷಾ ಯೋಜನೆಯಡಿ ಮೈಸೂರು ಜಿಲ್ಲೆ ಮೊದಲ ಸ್ಥಾನ ತಲುಪಲು ತಹಸೀಲ್ದಾರ್‌ಗಳು ಶ್ರಮಿಸಬೇಕಿದೆ. ಜಿಲ್ಲೆಯಲ್ಲಿ 2,74,31435 ದಾಖಲೆಗಳಿದ್ದು, ಈಗಾಗಲೇ 8,91525 ಪುಟಗಳನ್ನು ಸ್ಕ್ಯಾನ್ ಮಾಡಿ ಆನ್‌ಲೈನ್ ಮಾಡಲಾಗಿದೆ. ಪ್ರತಿ ತಾಲೂಕಿನಲ್ಲೂ ಈ ಕೆಲಸ ನಡೆಯುತ್ತಿದೆ ಎಂದು ತಿಳಿಸಿದರು.	[28, 594, 296, 707]
headline-line: ಶೇಷಾದ್ರಿಪುರಂ ಕಾಲೇಜಿನಲ್ಲಿ	[1141, 211, 1459, 255]
revenue-col2	[308, 556, 576, 813]
body-paragraph: ವಸ್ತುಪ್ರದರ್ಶನದಲ್ಲಿ ಛಾಯಾಚಿತ್ರ ಕಲಾವಿದರ ಹಳೆಯ ಮೈಸೂರಿನ ಅಪರೂಪದ ಚಿತ್ರಗಳು ಗಮನ ಸೆಳೆದವು.	[313, 2171, 509, 2226]
header-divider	[0, 200, 1532, 202]
agriculture-colC	[882, 1180, 1122, 1640]
masthead-title-left: ಸಂಜ	[325, 120, 404, 172]
body-paragraph: ದೇಶದ ಆರ್ಥಿಕತೆ ಕೃಷಿಯ ಮೇಲೆ ನಿಂತಿದೆ. ಅನ್ನದಾತನ ಶ್ರಮಕ್ಕೆ ಬೆಲೆ ಸಿಗಬೇಕಾದರೆ ಗ್ರಾಹಕರೂ ರೈತಪರ ಚಿಂತನೆ ಬೆಳೆಸಿಕೊಳ್ಳಬೇಕು. ಕೃಷಿ ಉಳಿದರೆ ಮಾತ್ರ ದೇಶ ಉಳಿಯುತ್ತದೆ ಎಂದು ಪ್ರತಿಪಾದಿಸಿದರು.	[882, 1181, 1122, 1255]
shivasena-body	[1141, 1948, 1504, 2376]
body-paragraph: ಮೈಸೂರು: ಜ.15:- ಸಂಕ್ರಾಂತಿ ಆಚರಿಸುವ ಸಡಗರದ ಮುನ್ನಾ ದಿನವಾದ ಬುಧವಾರ ಜನರು, ಹಬ್ಬದ ಸಿದ್ದತೆಯಲ್ಲಿ ತೊಡಗಿಸಿಕೊಳ್ಳುವುದಲ್ಲದೇ ಬಹುರೂಪಿ ನಾಟಕೋತ್ಸವಕ್ಕೆ ಆಗಮಿಸಿ ನಾಟಕ, ಚಲನಚಿತ್ರ ಪ್ರದರ್ಶನ, ಸಾಂಸ್ಕೃತಿಕ ಕಾರ್ಯಕ್ರಮಗಳ ರಂಜನೆ ಪಡೆದರು.	[28, 1764, 300, 1858]
body-paragraph: ಅಲ್ಲದೇ ಸಾಮಾಜಿಕ ಹಕ್ಕುಗಳ ಬಗ್ಗೆ ಪಟ್ಟವರ್ಧನ್ ನಿರ್ದೇಶನದ ಸಾಕ್ಷ್ಯಚಿತ್ರ ಬೆಳಕು ಚೆಲ್ಲಿತು. ವೀಕ್ಷಕರು ಚಿತ್ರಗಳ ಕುರಿತು ಸಂವಾದ ನಡೆಸಿದರು.	[947, 1913, 1123, 1986]
sankranti-colB3	[728, 2053, 937, 2377]
body-paragraph: ಮುಂದಿನ ದಿನಗಳಲ್ಲಿ ರೈತನ ಬದುಕಿಗೆ ಒಳ್ಳೆಯ ದಿನಗಳು, ಉತ್ತಮ ಅವಕಾಶಗಳು ಲಭಿಸಲಿ ಎಂದು ಆಶಿಸಿದ ಅವರು, ಭಾರತ ಕೃಷಿ ಪ್ರಧಾನ ರಾಷ್ಟ್ರವಾಗಿದ್ದು ಪ್ರತಿಶತ 60ರಷ್ಟು ಜನರು ಕೃಷಿಯ ಮೇಲೆಯೇ ಅವಲಂಬಿತರಾಗಿದ್ದಾರೆ ಎಂದರು.	[647, 1181, 869, 1275]
cyan-dot	[35, 2340, 57, 2363]
page-number: 3	[51, 119, 140, 199]
body-paragraph: ಮೈಸೂರು: ಜ.15:- ಮಹಾರಾಷ್ಟ್ರದಲ್ಲಿ ಪ್ರಾಬಲ್ಯ ಹೊಂದಿರುವ ಶಿವಸೇನೆ ಕರ್ನಾಟಕದಲ್ಲಿಯೂ ತನ್ನ ವ್ಯಾಪ್ತಿ ವಿಸ್ತರಿಸಲು ಮುಂದಾಗಿದ್ದು, ರಾಜ್ಯದ 13ನೇ ಘಟಕವನ್ನು ಮೈಸೂರಿನಲ್ಲಿ ಆರಂಭಿಸಲಾಯಿತು.	[1141, 1970, 1504, 2024]
sankranti-col1	[28, 1742, 300, 2377]
masthead	[140, 119, 742, 174]
headline-line: ತ್ವರಿತಗೊಳಿಸಲು ಮನವಿ	[28, 876, 308, 921]
photo-plant	[864, 950, 905, 996]
photo-visitor	[408, 1889, 463, 2035]
seshadripuram-headline	[1141, 211, 1504, 301]
lightgray-dot	[156, 2340, 178, 2363]
photo-person	[1199, 1751, 1239, 1903]
sankranti-headline: ಸಂಕ್ರಾಂತಿ ಸಂಭ್ರಮ ಹೆಚ್ಚಿಸಿದ ಬಹುರೂಪಿ	[28, 1654, 659, 1712]
body-paragraph: ನಗರದ ಜಿಲ್ಲಾಧಿಕಾರಿ ಕಚೇರಿ ಸಭಾಂಗಣದಲ್ಲಿ ಬುಧವಾರ ತಹಸೀಲ್ದಾರ್, ಎಡಿಎಲ್‌ಆರ್‌ಗಳ ಪ್ರಗತಿ ಪರಿಶೀಲನಾ ಸಭೆಯಲ್ಲಿ ಮಾತನಾಡಿದ ಅವರು, ರಾಜ್ಯ ಸರ್ಕಾರದ ಕಂದಾಯ ಇಲಾಖೆಯ ಮೇಲೆ ಹೆಚ್ಚಿನ ಜವಾಬ್ದಾರಿ ಇದೆ. ಜನಸಾಮಾನ್ಯರಿಗೆ ತ್ವರಿತವಾಗಿ ಸೇವೆ ದೊರೆಯುವಂತೆ ಅಧಿಕಾರಿಗಳು ಕಾರ್ಯನಿರ್ವಹಿಸಬೇಕು ಎಂದು ಹೇಳಿದರು.	[28, 477, 296, 589]
